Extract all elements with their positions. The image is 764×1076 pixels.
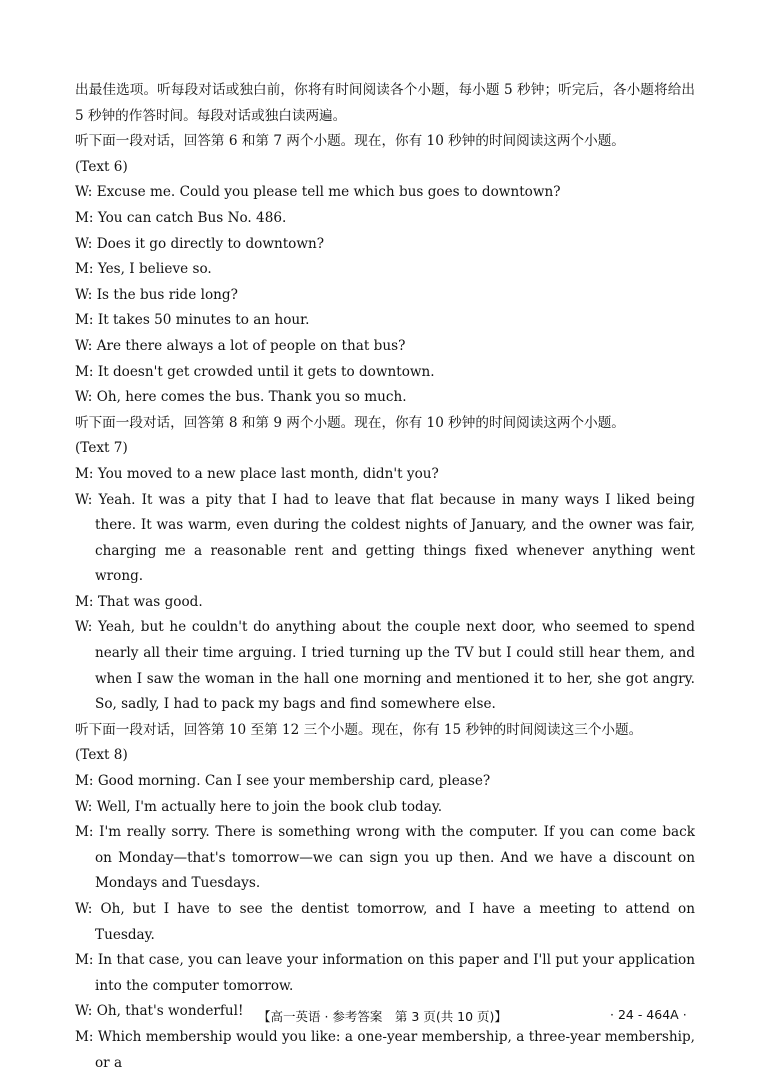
dialogue-line: M: That was good. (75, 593, 203, 610)
dialogue-line: W: Well, I'm actually here to join the book club today. (75, 798, 443, 815)
page-footer (0, 1004, 764, 1028)
text-label: (Text 7) (75, 440, 128, 457)
dialogue-line: W: Oh, but I have to see the dentist tomorrow, and I have a meeting to attend on Tuesday. (75, 901, 695, 943)
dialogue-line: W: Is the bus ride long? (75, 286, 238, 303)
section-instruction: 听下面一段对话，回答第 10 至第 12 三个小题。现在，你有 15 秒钟的时间阅读这三个小题。 (75, 721, 643, 738)
dialogue-line: W: Oh, that's wonderful! (75, 1003, 244, 1020)
dialogue-line: W: Yeah, but he couldn't do anything about the couple next door, who seemed to spend nearly all their time arguing. I tried turning up the TV but I could still hear them, and when I saw the woman in the hall one morning and mentioned it to her, she got angry. So, sadly, I had to pack my bags and find somewhere else. (75, 619, 695, 713)
dialogue-line: M: Good morning. Can I see your membership card, please? (75, 773, 491, 790)
dialogue-line: M: Yes, I believe so. (75, 261, 212, 278)
document-body (75, 78, 695, 1076)
dialogue-line: W: Are there always a lot of people on that bus? (75, 337, 406, 354)
dialogue-line: M: You moved to a new place last month, didn't you? (75, 465, 439, 482)
section-instruction: 听下面一段对话，回答第 8 和第 9 两个小题。现在，你有 10 秒钟的时间阅读这两个小题。 (75, 414, 625, 431)
text-label: (Text 6) (75, 158, 128, 175)
dialogue-line: W: Yeah. It was a pity that I had to leave that flat because in many ways I liked being there. It was warm, even during the coldest nights of January, and the owner was fair, charging me a reasonable rent and getting things fixed whenever anything went wrong. (75, 491, 695, 585)
dialogue-line: M: You can catch Bus No. 486. (75, 209, 287, 226)
dialogue-line: M: I'm really sorry. There is something wrong with the computer. If you can come back on Monday—that's tomorrow—we can sign you up then. And we have a discount on Mondays and Tuesdays. (75, 824, 695, 892)
footer-page-info: 【高一英语 · 参考答案 第 3 页(共 10 页)】 (258, 1009, 507, 1024)
dialogue-line: W: Does it go directly to downtown? (75, 235, 325, 252)
dialogue-line: M: Which membership would you like: a one-year membership, a three-year membership, or a (75, 1028, 695, 1071)
dialogue-line: M: In that case, you can leave your information on this paper and I'll put your application into the computer tomorrow. (75, 952, 695, 994)
instruction-text: 出最佳选项。听每段对话或独白前，你将有时间阅读各个小题，每小题 5 秒钟；听完后，各小题将给出 5 秒钟的作答时间。每段对话或独白读两遍。 (75, 82, 695, 124)
text-label: (Text 8) (75, 747, 128, 764)
dialogue-line: W: Excuse me. Could you please tell me which bus goes to downtown? (75, 184, 561, 201)
dialogue-line: M: It doesn't get crowded until it gets to downtown. (75, 363, 435, 380)
dialogue-line: W: Oh, here comes the bus. Thank you so much. (75, 389, 407, 406)
footer-code: · 24 - 464A · (610, 1007, 687, 1022)
dialogue-line: M: It takes 50 minutes to an hour. (75, 312, 310, 329)
section-instruction: 听下面一段对话，回答第 6 和第 7 两个小题。现在，你有 10 秒钟的时间阅读这两个小题。 (75, 133, 625, 150)
